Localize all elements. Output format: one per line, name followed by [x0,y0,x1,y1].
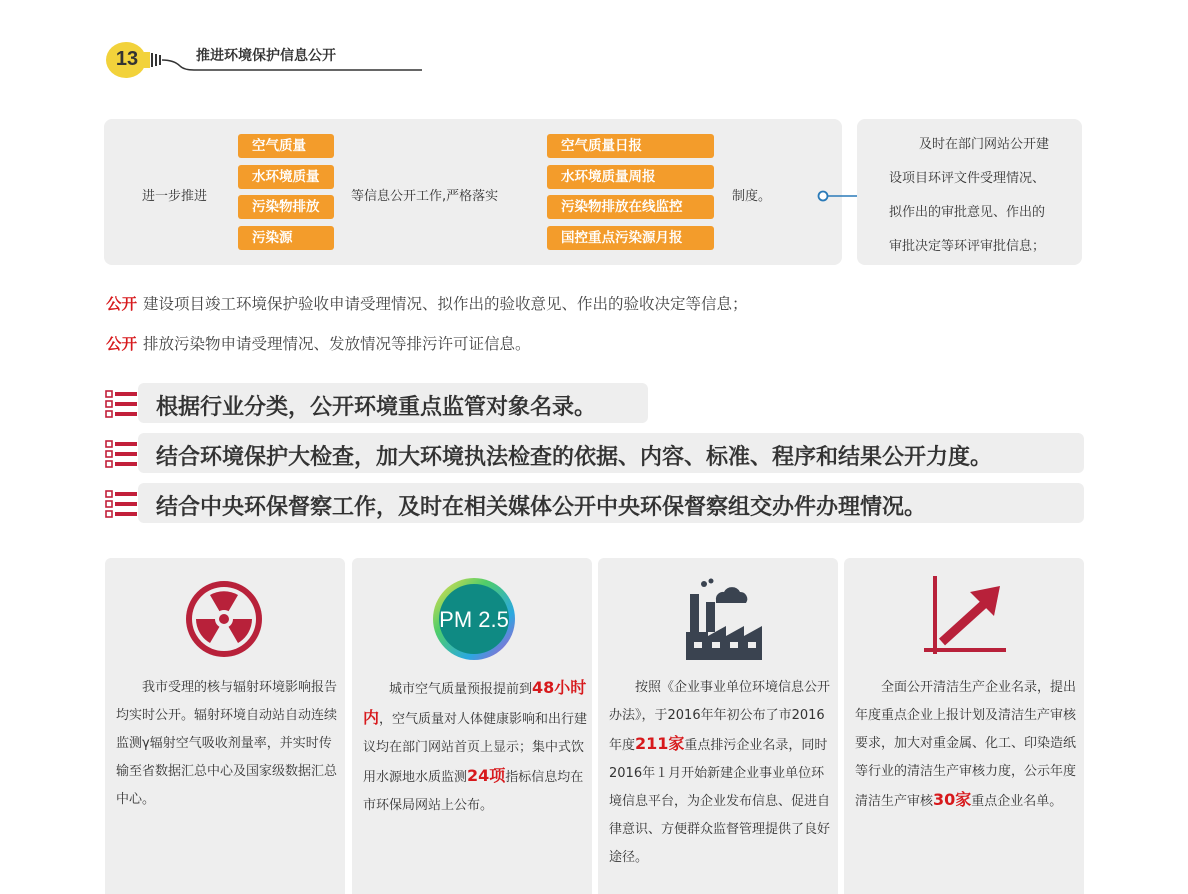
tag-pollution-source: 污染源 [238,226,334,250]
card-radiation [105,558,345,894]
side-note-line: 拟作出的审批意见、作出的 [889,205,1046,220]
factory-icon [598,576,838,662]
tag-air-quality: 空气质量 [238,134,334,158]
pm25-icon [352,576,592,662]
public-text: 建设项目竣工环境保护验收申请受理情况、拟作出的验收意见、作出的验收决定等信息； [143,295,748,313]
highlight-24: 24项 [467,766,506,785]
banner-text: 结合环境保护大检查，加大环境执法检查的依据、内容、标准、程序和结果公开力度。 [156,445,993,470]
highlight-30: 30家 [933,790,972,809]
list-icon [104,386,140,422]
tag-pollutant-discharge: 污染物排放 [238,195,334,219]
banner-text: 根据行业分类，公开环境重点监管对象名录。 [156,395,597,420]
side-note-line: 及时在部门网站公开建 [919,137,1050,152]
process-intro: 进一步推进 [142,189,208,204]
public-label: 公开 [106,335,138,353]
card-text: 全面公开清洁生产企业名录，提出年度重点企业上报计划及清洁生产审核要求，加大对重金属、化工、印染造纸等行业的清洁生产审核力度，公示年度清洁生产审核30家重点企业名单。 [855,680,1077,809]
tag-air-daily: 空气质量日报 [547,134,714,158]
banner-item [104,383,648,423]
tag-online-monitoring: 污染物排放在线监控 [547,195,714,219]
banner-text: 结合中央环保督察工作，及时在相关媒体公开中央环保督察组交办件办理情况。 [156,495,927,520]
process-middle: 等信息公开工作,严格落实 [351,189,499,204]
public-label: 公开 [106,295,138,313]
tag-water-quality: 水环境质量 [238,165,334,189]
pm25-label: PM 2.5 [439,607,509,632]
side-note [857,119,1082,265]
highlight-48h: 48小时内 [363,678,587,727]
list-icon [104,486,140,522]
side-note-line: 设项目环评文件受理情况、 [889,171,1046,186]
section-header [104,40,424,80]
public-item [106,332,531,354]
card-air [352,558,592,894]
growth-chart-icon [844,576,1084,662]
section-number: 13 [115,48,139,70]
side-note-line: 审批决定等环评审批信息； [889,239,1046,254]
tag-key-source-monthly: 国控重点污染源月报 [547,226,714,250]
card-text: 城市空气质量预报提前到48小时内，空气质量对人体健康影响和出行建议均在部门网站首页上显示；集中式饮用水源地水质监测24项指标信息均在市环保局网站上公布。 [363,678,588,813]
card-text: 按照《企业事业单位环境信息公开办法》，于2016年年初公布了市2016年度211家重点排污企业名录，同时2016年１月开始新建企业事业单位环境信息平台，为企业发布信息、促进自律意识、方便群众监督管理提供了良好途径。 [609,680,831,865]
highlight-211: 211家 [635,734,685,753]
radiation-icon [105,576,345,662]
banner-item [104,483,1084,523]
section-title: 推进环境保护信息公开 [196,48,336,64]
public-item [106,292,748,314]
banner-item [104,433,1084,473]
process-suffix: 制度。 [732,189,772,204]
card-cleaner-production [844,558,1084,894]
tag-water-weekly: 水环境质量周报 [547,165,714,189]
public-text: 排放污染物申请受理情况、发放情况等排污许可证信息。 [143,335,531,353]
card-enterprise [598,558,838,894]
card-text: 我市受理的核与辐射环境影响报告均实时公开。辐射环境自动站自动连续监测γ辐射空气吸收剂量率，并实时传输至省数据汇总中心及国家级数据汇总中心。 [116,680,338,807]
list-icon [104,436,140,472]
process-box [104,119,842,265]
